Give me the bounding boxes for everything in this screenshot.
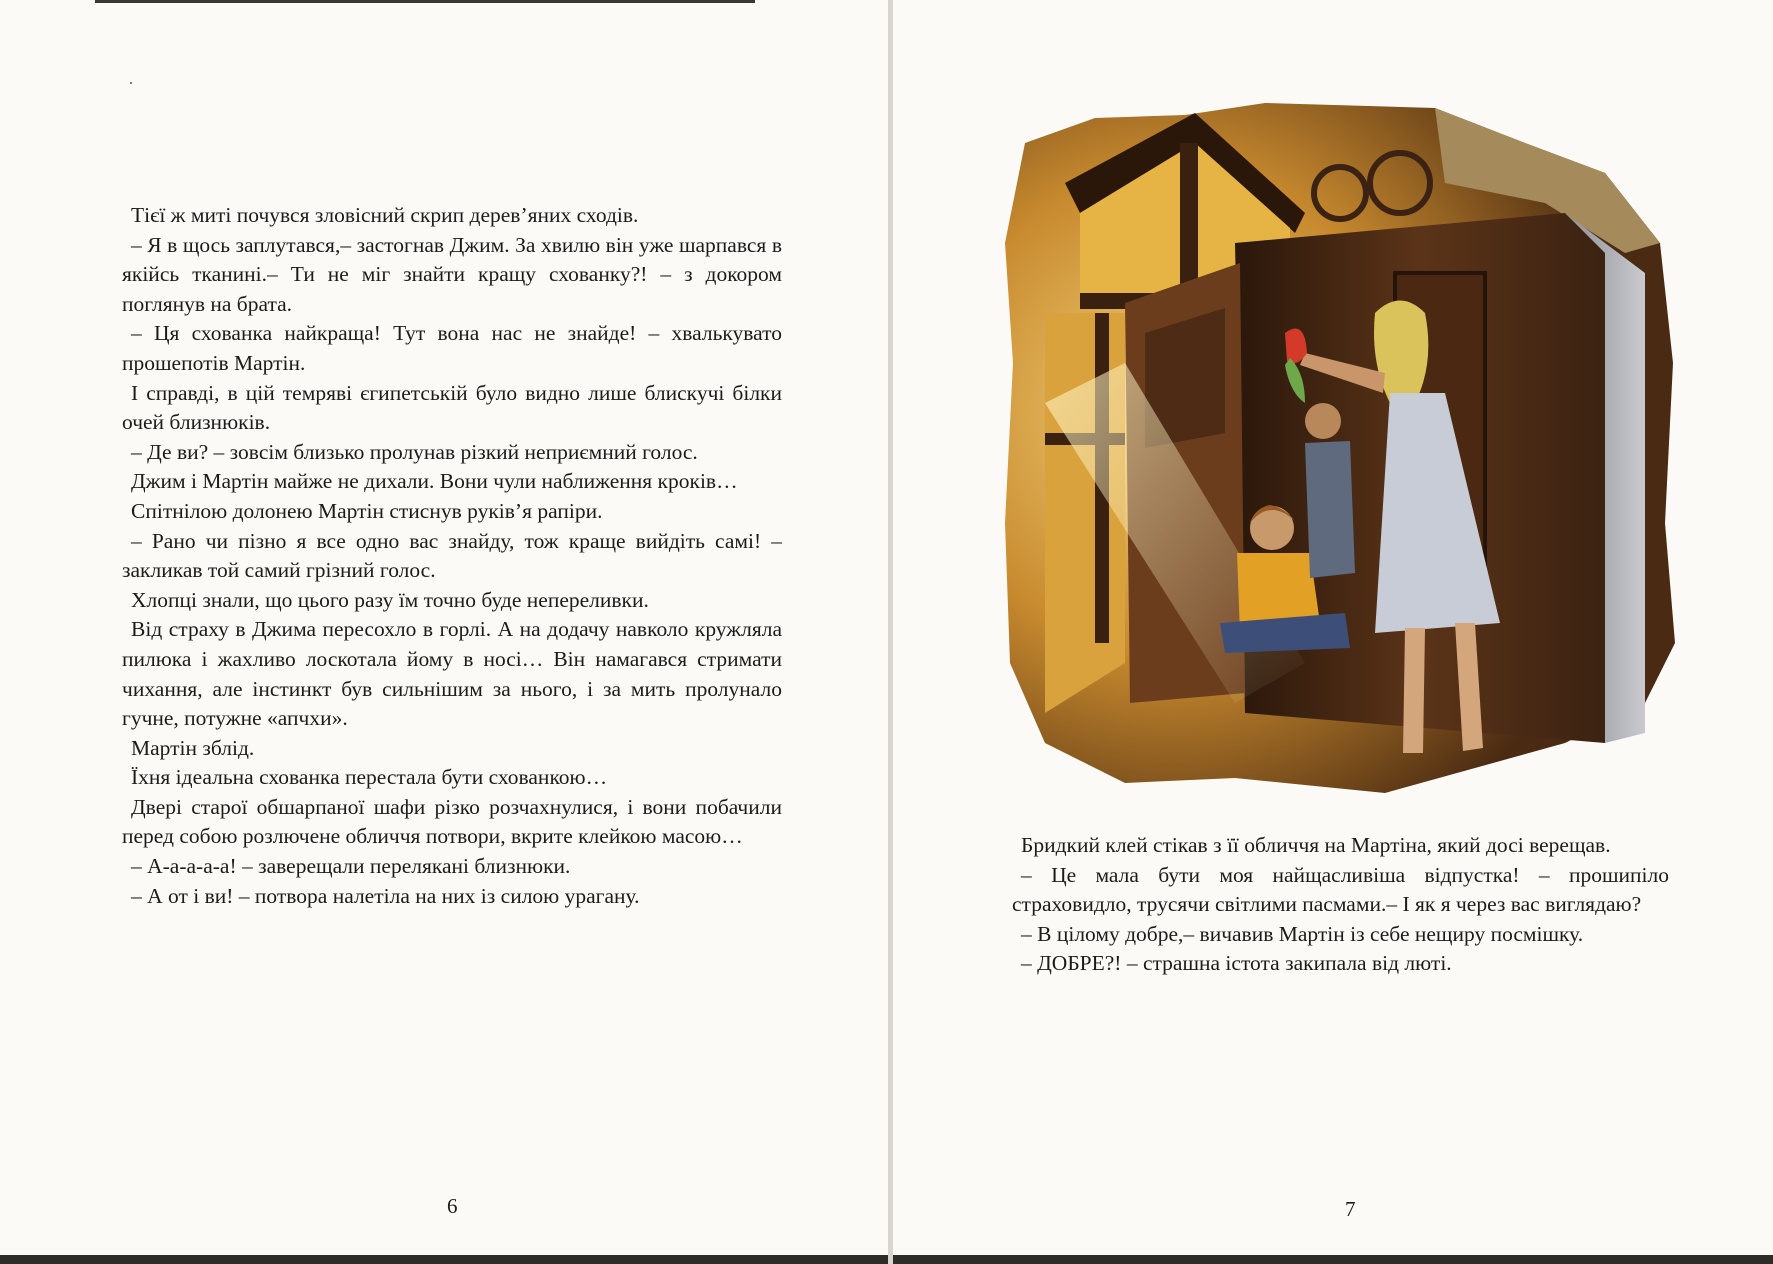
paragraph: – Ця схованка найкраща! Тут вона нас не знайде! – хвалькувато прошепотів Мартін. bbox=[122, 321, 782, 375]
paragraph: – А от і ви! – потвора налетіла на них із силою урагану. bbox=[131, 883, 640, 908]
paragraph: Спітнілою долонею Мартін стиснув руків’я рапіри. bbox=[131, 498, 603, 523]
right-page-text bbox=[1012, 831, 1669, 979]
paragraph: Мартін зблід. bbox=[131, 735, 255, 760]
paragraph: – Це мала бути моя найщасливіша відпустка! – прошипіло страховидло, трусячи світлими пасмами.– І як я через вас виглядаю? bbox=[1012, 862, 1669, 917]
paragraph: Бридкий клей стікав з її обличчя на Мартіна, який досі верещав. bbox=[1021, 833, 1611, 857]
bottom-edge-shadow bbox=[893, 1255, 1773, 1264]
paragraph: Їхня ідеальна схованка перестала бути схованкою… bbox=[131, 765, 608, 790]
paragraph: – Я в щось заплутався,– застогнав Джим. За хвилю він уже шарпався в якійсь тканині.– Ти не міг знайти кращу схованку?! – з докором поглянув на брата. bbox=[122, 232, 782, 316]
paragraph: Тієї ж миті почувся зловісний скрип дерев’яних сходів. bbox=[131, 203, 639, 227]
boy-body bbox=[1305, 441, 1355, 578]
top-edge-shadow bbox=[95, 0, 755, 3]
page-number: 6 bbox=[447, 1194, 458, 1218]
paragraph: – ДОБРЕ?! – страшна істота закипала від люті. bbox=[1021, 951, 1452, 976]
page-number: 7 bbox=[1345, 1197, 1356, 1221]
woman-legs bbox=[1403, 628, 1425, 753]
paragraph: – Де ви? – зовсім близько пролунав різкий неприємний голос. bbox=[131, 439, 698, 464]
paragraph: – А-а-а-а-а! – заверещали перелякані близнюки. bbox=[131, 854, 571, 879]
paragraph: – В цілому добре,– вичавив Мартін із себе нещиру посмішку. bbox=[1021, 921, 1584, 946]
paragraph: Хлопці знали, що цього разу їм точно буде непереливки. bbox=[131, 587, 649, 612]
paper-speck bbox=[130, 82, 132, 84]
paragraph: Від страху в Джима пересохло в горлі. А на додачу навколо кружляла пилюка і жахливо лоскотала йому в носі… Він намагався стримати чихання, але інстинкт був сильнішим за нього, і за мить пролунало гучне, потужне «апчхи». bbox=[122, 617, 782, 731]
paragraph: І справді, в цій темряві єгипетській було видно лише блискучі білки очей близнюків. bbox=[122, 380, 782, 435]
paragraph: Двері старої обшарпаної шафи різко розчахнулися, і вони побачили перед собою розлючене обличчя потвори, вкрите клейкою масою… bbox=[122, 794, 782, 849]
paragraph: Джим і Мартін майже не дихали. Вони чули наближення кроків… bbox=[131, 469, 738, 494]
wardrobe-illustration bbox=[1005, 103, 1675, 793]
left-page-text bbox=[122, 201, 782, 911]
bottom-edge-shadow bbox=[0, 1255, 888, 1264]
paragraph: – Рано чи пізно я все одно вас знайду, тож краще вийдіть самі! – закликав той самий грізний голос. bbox=[122, 528, 782, 583]
boy-head bbox=[1305, 403, 1341, 439]
